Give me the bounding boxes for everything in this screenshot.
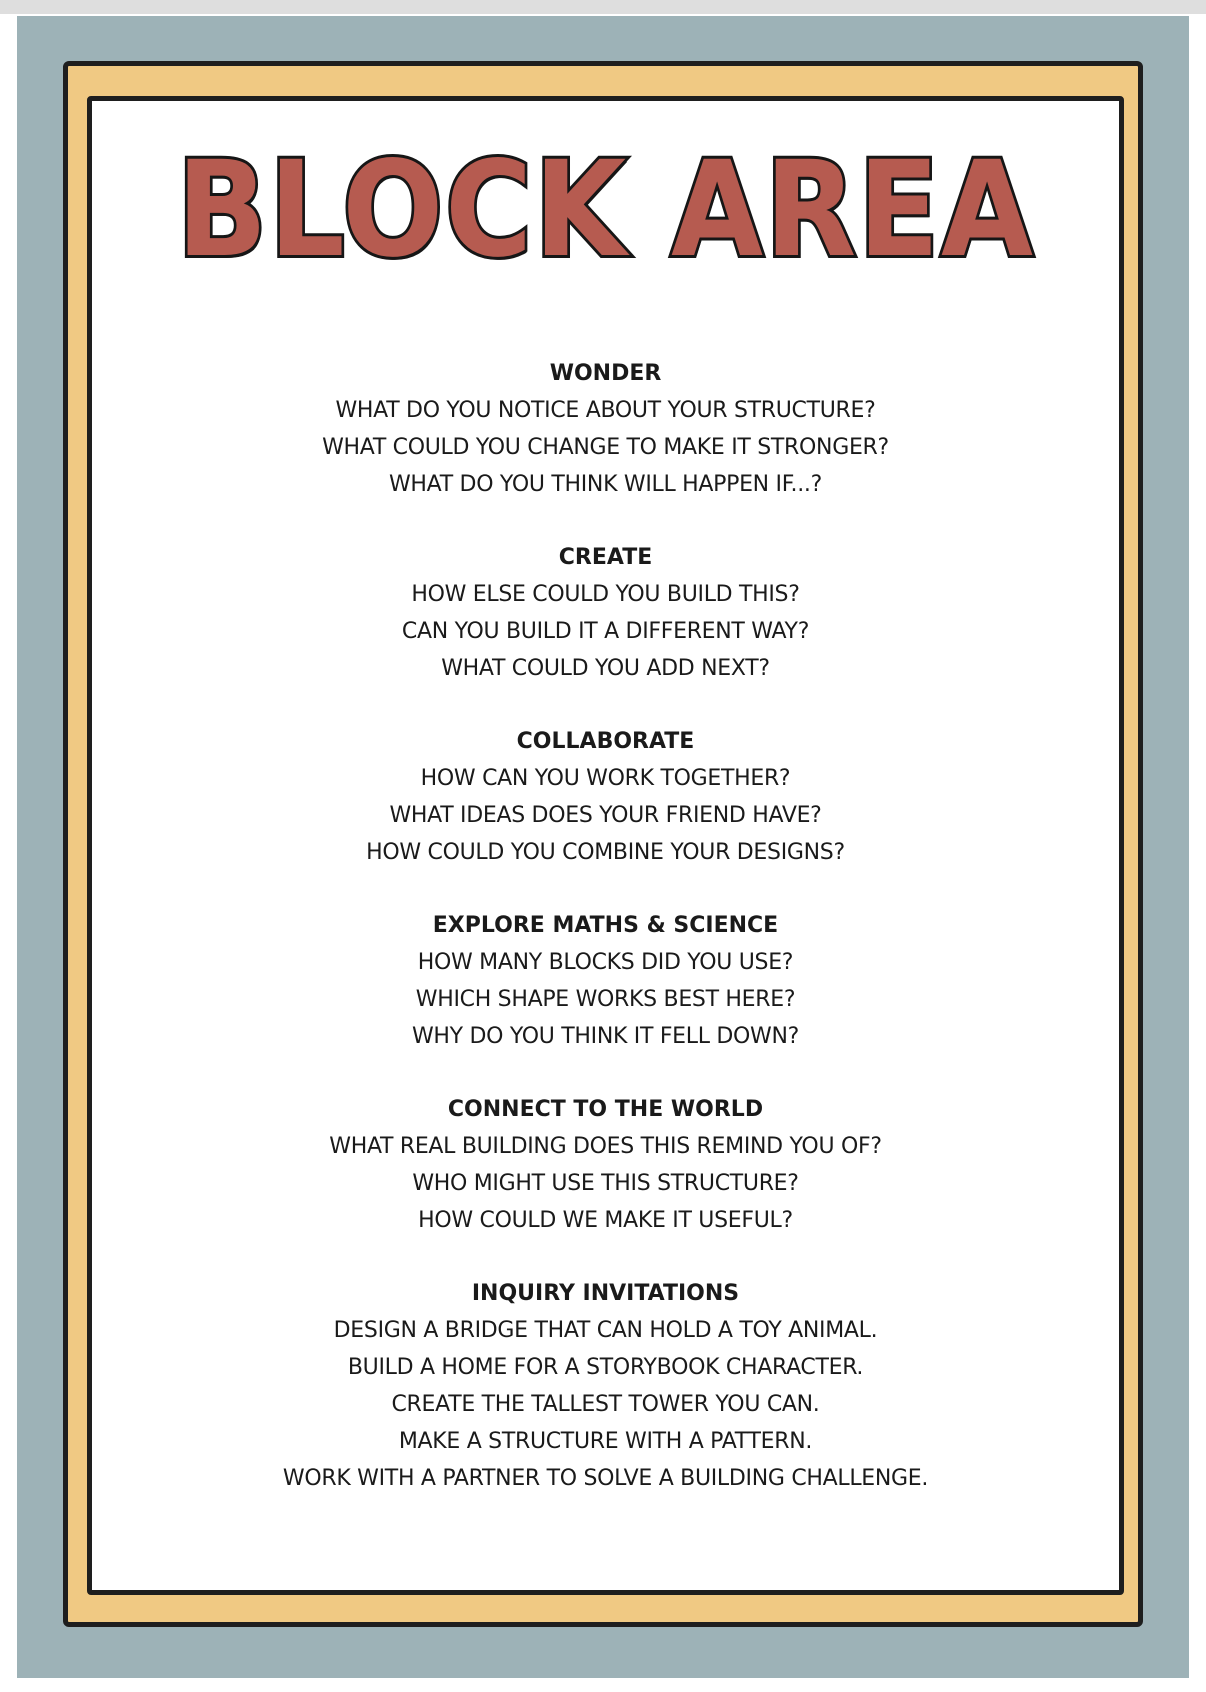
title-area [92, 135, 1119, 285]
prompt-line: HOW COULD WE MAKE IT USEFUL? [418, 1208, 793, 1233]
section-wonder [92, 355, 1119, 503]
page-title: BLOCK AREA [176, 133, 1035, 287]
section-heading: WONDER [549, 361, 662, 386]
prompt-line: WHAT IDEAS DOES YOUR FRIEND HAVE? [389, 803, 822, 828]
prompt-line: WHAT REAL BUILDING DOES THIS REMIND YOU OF? [329, 1134, 882, 1159]
prompt-line: CAN YOU BUILD IT A DIFFERENT WAY? [401, 619, 810, 644]
prompt-line: WHY DO YOU THINK IT FELL DOWN? [411, 1024, 800, 1049]
prompt-line: WORK WITH A PARTNER TO SOLVE A BUILDING CHALLENGE. [282, 1466, 929, 1491]
prompt-line: WHAT DO YOU NOTICE ABOUT YOUR STRUCTURE? [335, 398, 876, 423]
prompt-line: HOW MANY BLOCKS DID YOU USE? [417, 950, 794, 975]
prompt-line: HOW COULD YOU COMBINE YOUR DESIGNS? [366, 840, 845, 865]
section-connect-to-the-world [92, 1091, 1119, 1239]
section-heading: COLLABORATE [516, 729, 695, 754]
content-panel [87, 96, 1124, 1595]
section-inquiry-invitations [92, 1275, 1119, 1497]
top-strip [0, 0, 1206, 14]
prompt-sections [92, 355, 1119, 1533]
prompt-line: DESIGN A BRIDGE THAT CAN HOLD A TOY ANIMAL. [333, 1318, 878, 1343]
section-create [92, 539, 1119, 687]
prompt-line: HOW ELSE COULD YOU BUILD THIS? [411, 582, 800, 607]
poster-background [17, 16, 1189, 1678]
section-explore-maths-science [92, 907, 1119, 1055]
prompt-line: CREATE THE TALLEST TOWER YOU CAN. [391, 1392, 820, 1417]
prompt-line: HOW CAN YOU WORK TOGETHER? [420, 766, 791, 791]
prompt-line: WHO MIGHT USE THIS STRUCTURE? [412, 1171, 799, 1196]
prompt-line: BUILD A HOME FOR A STORYBOOK CHARACTER. [347, 1355, 864, 1380]
prompt-line: WHICH SHAPE WORKS BEST HERE? [415, 987, 796, 1012]
section-heading: CREATE [558, 545, 653, 570]
section-heading: CONNECT TO THE WORLD [447, 1097, 764, 1122]
section-heading: EXPLORE MATHS & SCIENCE [432, 913, 779, 938]
prompt-line: MAKE A STRUCTURE WITH A PATTERN. [398, 1429, 813, 1454]
section-heading: INQUIRY INVITATIONS [471, 1281, 740, 1306]
prompt-line: WHAT COULD YOU ADD NEXT? [441, 656, 770, 681]
section-collaborate [92, 723, 1119, 871]
poster-frame [63, 61, 1143, 1627]
prompt-line: WHAT COULD YOU CHANGE TO MAKE IT STRONGER? [322, 435, 889, 460]
prompt-line: WHAT DO YOU THINK WILL HAPPEN IF...? [388, 472, 822, 497]
